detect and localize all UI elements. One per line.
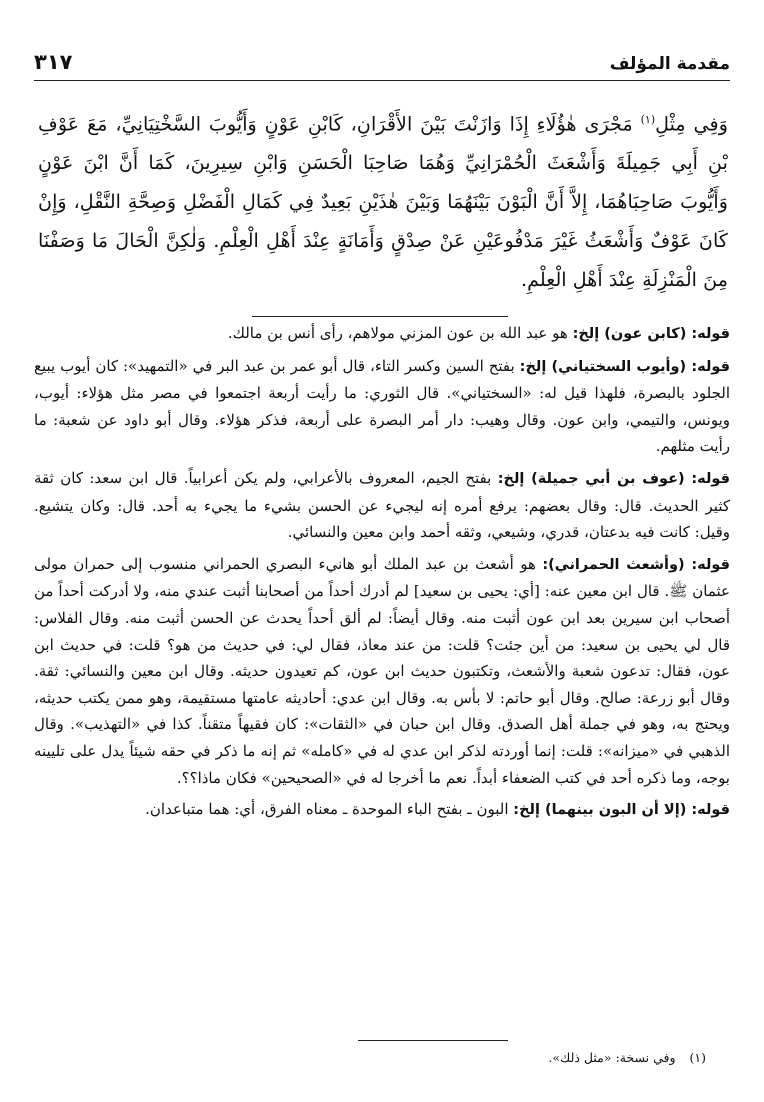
page-header — [34, 44, 730, 81]
main-text-body: مَجْرَى هٰؤُلَاءِ إِذَا وَازَنْتَ بَيْنَ الأَقْرَانِ، كَابْنِ عَوْنٍ وَأَيُّوبَ السَّخْتِيَانِيِّ، مَعَ عَوْفِ بْنِ أَبِي جَمِيلَةَ وَأَشْعَثَ الْحُمْرَانِيِّ وَهُمَا صَاحِبَا الْحَسَنِ وَابْنِ سِيرِينَ، كَمَا أَنَّ ابْنَ عَوْنٍ وَأَيُّوبَ صَاحِبَاهُمَا، إِلاَّ أَنَّ الْبَوْنَ بَيْنَهُمَا وَبَيْنَ هٰذَيْنِ بَعِيدٌ فِي كَمَالِ الْفَضْلِ وَصِحَّةِ النَّقْلِ، وَإِنْ كَانَ عَوْفٌ وَأَشْعَثُ غَيْرَ مَدْفُوعَيْنِ عَنْ صِدْقٍ وَأَمَانَةٍ عِنْدَ أَهْلِ الْعِلْمِ. وَلٰكِنَّ الْحَالَ مَا وَصَفْنَا مِنَ الْمَنْزِلَةِ عِنْدَ أَهْلِ الْعِلْمِ. — [38, 112, 728, 292]
commentary — [34, 320, 730, 829]
footnote-rule — [358, 1040, 508, 1041]
note-text: البون ـ بفتح الباء الموحدة ـ معناه الفرق، أي: هما متباعدان. — [145, 800, 514, 819]
note-label: قوله: (كابن عون) إلخ: — [572, 326, 730, 342]
commentary-note — [34, 353, 730, 460]
note-text: بفتح الجيم، المعروف بالأعرابي، ولم يكن أعرابياً. قال ابن سعد: كان ثقة كثير الحديث. قال: وقال بعضهم: يرفع أمره إنه ليجيء عن الحسن بشيء ما يجيء به أحد. قال: وكان يتشيع. وقيل: كانت فيه بدعتان، قدري، وشيعي، وثقه أحمد وابن معين والنسائي. — [34, 468, 730, 542]
note-text: بفتح السين وكسر التاء، قال أبو عمر بن عبد البر في «التمهيد»: كان أيوب يبيع الجلود بالبصرة، فلهذا قيل له: «السختياني». قال الثوري: ما رأيت أربعة اجتمعوا في مصر مثل هؤلاء: أيوب، ويونس، والتيمي، وابن عون. وقال وهيب: دار أمر البصرة على أربعة، فذكر هؤلاء. وقال أبو داود عن شعبة: ما رأيت مثلهم. — [34, 356, 730, 456]
note-label: قوله: (وأيوب السختياني) إلخ: — [519, 358, 730, 375]
commentary-note — [34, 465, 730, 546]
note-label: قوله: (إلا أن البون بينهما) إلخ: — [513, 802, 730, 819]
commentary-note — [34, 551, 730, 791]
footnote-text: وفي نسخة: «مثل ذلك». — [548, 1050, 676, 1065]
page-number: ٣١٧ — [34, 50, 73, 74]
main-text-lead: وَفِي مِثْلِ — [655, 112, 728, 136]
note-label: قوله: (عوف بن أبي جميلة) إلخ: — [497, 470, 731, 487]
footnote — [548, 1050, 706, 1065]
commentary-divider — [252, 316, 508, 317]
note-text: هو أشعث بن عبد الملك أبو هانيء البصري الحمراني منسوب إلى حمران مولى عثمان ﷺ. قال ابن معين عنه: [أي: يحيى بن سعيد] لم أدرك أحداً من أصحابنا أثبت عندي منه، ولا أدركت أحداً من أصحاب ابن سيرين بعد ابن عون أثبت منه. وقال أيضاً: لم ألق أحداً يحدث عن الحسن أثبت منه. وقال الفلاس: قال لي يحيى بن سعيد: من أين جئت؟ قلت: من عند معاذ، فقال لي: في حديث من هو؟ قلت: في حديث ابن عون، فقال: تدعون شعبة والأشعث، وتكتبون حديث ابن عون، كم تعيدون حديثه. وقال ابن معين والنسائي: ثقة. وقال أبو زرعة: صالح. وقال أبو حاتم: لا بأس به. وقال ابن عدي: أحاديثه عامتها مستقيمة، وهو ممن يكتب حديثه، ويحتج به، وهو في جملة أهل الصدق. وقال ابن حبان في «الثقات»: كان فقيهاً متقناً. كذا في «التهذيب». وقال الذهبي في «ميزانه»: قلت: إنما أوردته لذكر ابن عدي له في «كامله» ثم إنه ما ذكر في حقه شيئاً يدل على تليينه بوجه، وما ذكره أحد في كتب الضعفاء أبداً. نعم ما أخرجا له في «الصحيحين» فكان ماذا؟؟. — [34, 554, 730, 787]
footnote-marker: (١) — [640, 113, 656, 126]
note-text: هو عبد الله بن عون المزني مولاهم، رأى أنس بن مالك. — [227, 324, 573, 342]
note-label: قوله: (وأشعث الحمراني): — [542, 556, 730, 573]
commentary-note — [34, 796, 730, 824]
main-text — [38, 100, 728, 299]
commentary-note — [34, 320, 730, 348]
running-title: مقدمة المؤلف — [609, 54, 730, 74]
footnote-number: (١) — [689, 1050, 706, 1065]
